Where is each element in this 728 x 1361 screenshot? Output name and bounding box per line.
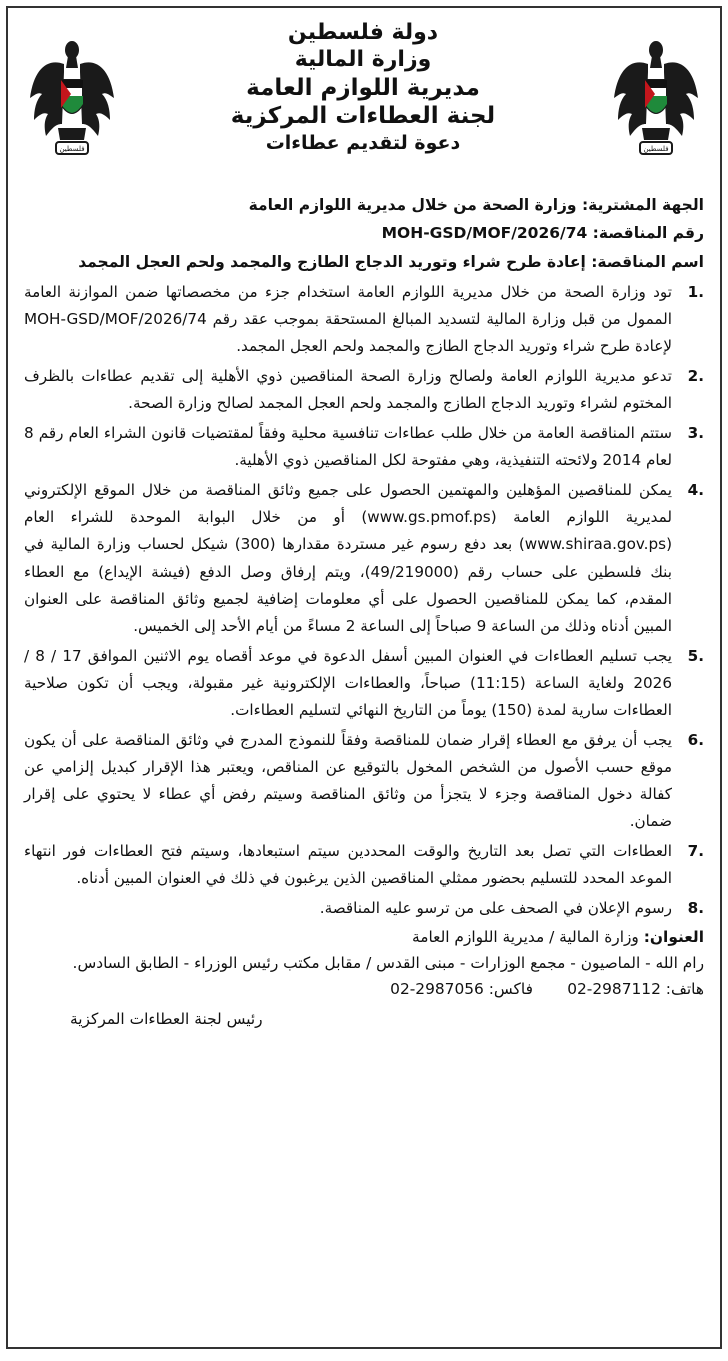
tender-number-label: رقم المناقصة: [592,224,704,243]
directorate-name: مديرية اللوازم العامة [246,74,480,101]
palestine-eagle-emblem-icon [612,28,700,168]
clause-number: .2 [687,367,704,386]
address-line2: رام الله - الماصيون - مجمع الوزارات - مبنى القدس / مقابل مكتب رئيس الوزراء - الطابق السادس. [72,953,704,972]
clause-item [22,727,704,835]
buyer-row [22,192,704,218]
clause-text: يمكن للمناقصين المؤهلين والمهتمين الحصول على جميع وثائق المناقصة من خلال الموقع الإلكتروني لمديرية اللوازم العامة (www.gs.pmof.ps) أو من خلال البوابة الموحدة للشراء العام (www.shiraa.gov.ps) بعد دفع رسوم غير مستردة مقدارها (300) شيكل لحساب وزارة المالية في بنك فلسطين على حساب رقم (49/219000)، ويتم إرفاق وصل الدفع (فيشة الإيداع) مع العطاء المقدم، كما يمكن للمناقصين الحصول على أي معلومات إضافية لجميع وثائق المناقصة على العنوان المبين أدناه وذلك من الساعة 9 صباحاً إلى الساعة 2 مساءً من أيام الأحد إلى الخميس. [24,481,672,635]
clause-text: يجب أن يرفق مع العطاء إقرار ضمان للمناقصة وفقاً للنموذج المدرج في وثائق المناقصة على أن يكون موقع حسب الأصول من الشخص المخول بالتوقيع عن المناقص، ويعتبر هذا الإقرار كبديل إلزامي عن كفالة دخول المناقصة وجزء لا يتجزأ من وثائق المناقصة وسيتم رفض أي عطاء لا يحتوي على إقرار ضمان. [24,730,672,830]
clause-number: .3 [687,424,704,443]
address-line1: وزارة المالية / مديرية اللوازم العامة [411,928,639,947]
fax-number: 02-2987056 [390,979,484,998]
header-title-block [22,20,704,155]
clause-text: يجب تسليم العطاءات في العنوان المبين أسفل الدعوة في موعد أقصاه يوم الاثنين الموافق 17 / 8 / 2026 ولغاية الساعة (11:15) صباحاً، والعطاءات الإلكترونية غير مقبولة، ويجب أن تكون صلاحية العطاءات سارية لمدة (150) يوماً من التاريخ النهائي لتسليم العطاءات. [24,646,672,719]
header [22,20,704,190]
clause-text: ستتم المناقصة العامة من خلال طلب عطاءات تنافسية محلية وفقاً لمقتضيات قانون الشراء العام رقم 8 لعام 2014 ولائحته التنفيذية، وهي مفتوحة لكل المناقصين ذوي الأهلية. [24,424,672,470]
clause-number: .7 [687,841,704,860]
clause-text: تدعو مديرية اللوازم العامة ولصالح وزارة الصحة المناقصين ذوي الأهلية إلى تقديم عطاءات بالظرف المختوم لشراء وتوريد الدجاج الطازج والمجمد ولحم العجل المجمد لصالح وزارة الصحة. [24,367,672,413]
emblem-caption: فلسطين [643,145,669,153]
address-label: العنوان: [643,928,704,947]
tender-number-value: MOH-GSD/MOF/2026/74 [381,224,588,243]
buyer-value: وزارة الصحة من خلال مديرية اللوازم العامة [248,196,577,214]
ministry-name: وزارة المالية [294,46,432,72]
clause-text: تود وزارة الصحة من خلال مديرية اللوازم العامة استخدام جزء من مخصصاتها ضمن الموازنة العامة الممول من قبل وزارة المالية لتسديد المبالغ المستحقة بموجب عقد رقم MOH-GSD/MOF/2026/74 لإعادة طرح شراء وتوريد الدجاج الطازج والمجمد ولحم العجل المجمد. [24,283,672,356]
fax-label: فاكس: [488,979,533,998]
address-row [22,925,704,950]
tender-clauses [22,279,704,922]
document-title: دعوة لتقديم عطاءات [265,131,461,154]
clause-text: رسوم الإعلان في الصحف على من ترسو عليه المناقصة. [319,899,672,918]
phone-label: هاتف: [665,979,704,998]
buyer-label: الجهة المشترية: [581,196,704,214]
clause-item [22,838,704,892]
clause-number: .4 [687,481,704,500]
clause-item [22,420,704,474]
clause-number: .8 [687,899,704,918]
clause-item [22,477,704,639]
clause-item [22,363,704,417]
phone-number: 02-2987112 [567,979,661,998]
emblem-caption: فلسطين [59,145,85,153]
address-block [22,925,704,976]
palestine-eagle-emblem-icon [28,28,116,168]
clause-number: .5 [687,646,704,665]
tender-number-row [22,220,704,246]
tender-announcement [6,6,722,1349]
tender-meta [22,192,704,275]
state-name: دولة فلسطين [287,20,439,45]
clause-number: .6 [687,730,704,749]
committee-name: لجنة العطاءات المركزية [230,102,496,129]
clause-item [22,895,704,922]
clause-number: .1 [687,283,704,302]
tender-name-row [22,249,704,275]
contact-row [22,976,704,1002]
clause-text: العطاءات التي تصل بعد التاريخ والوقت المحددين سيتم استبعادها، وسيتم فتح العطاءات فور انتهاء الموعد المحدد للتسليم بحضور ممثلي المناقصين الذين يرغبون في ذلك في العنوان المبين أدناه. [24,841,672,888]
clause-item [22,279,704,360]
signature: رئيس لجنة العطاءات المركزية [70,1010,263,1029]
clause-item [22,643,704,724]
tender-name-value: إعادة طرح شراء وتوريد الدجاج الطازج والمجمد ولحم العجل المجمد [78,252,586,271]
tender-name-label: اسم المناقصة: [591,252,704,271]
